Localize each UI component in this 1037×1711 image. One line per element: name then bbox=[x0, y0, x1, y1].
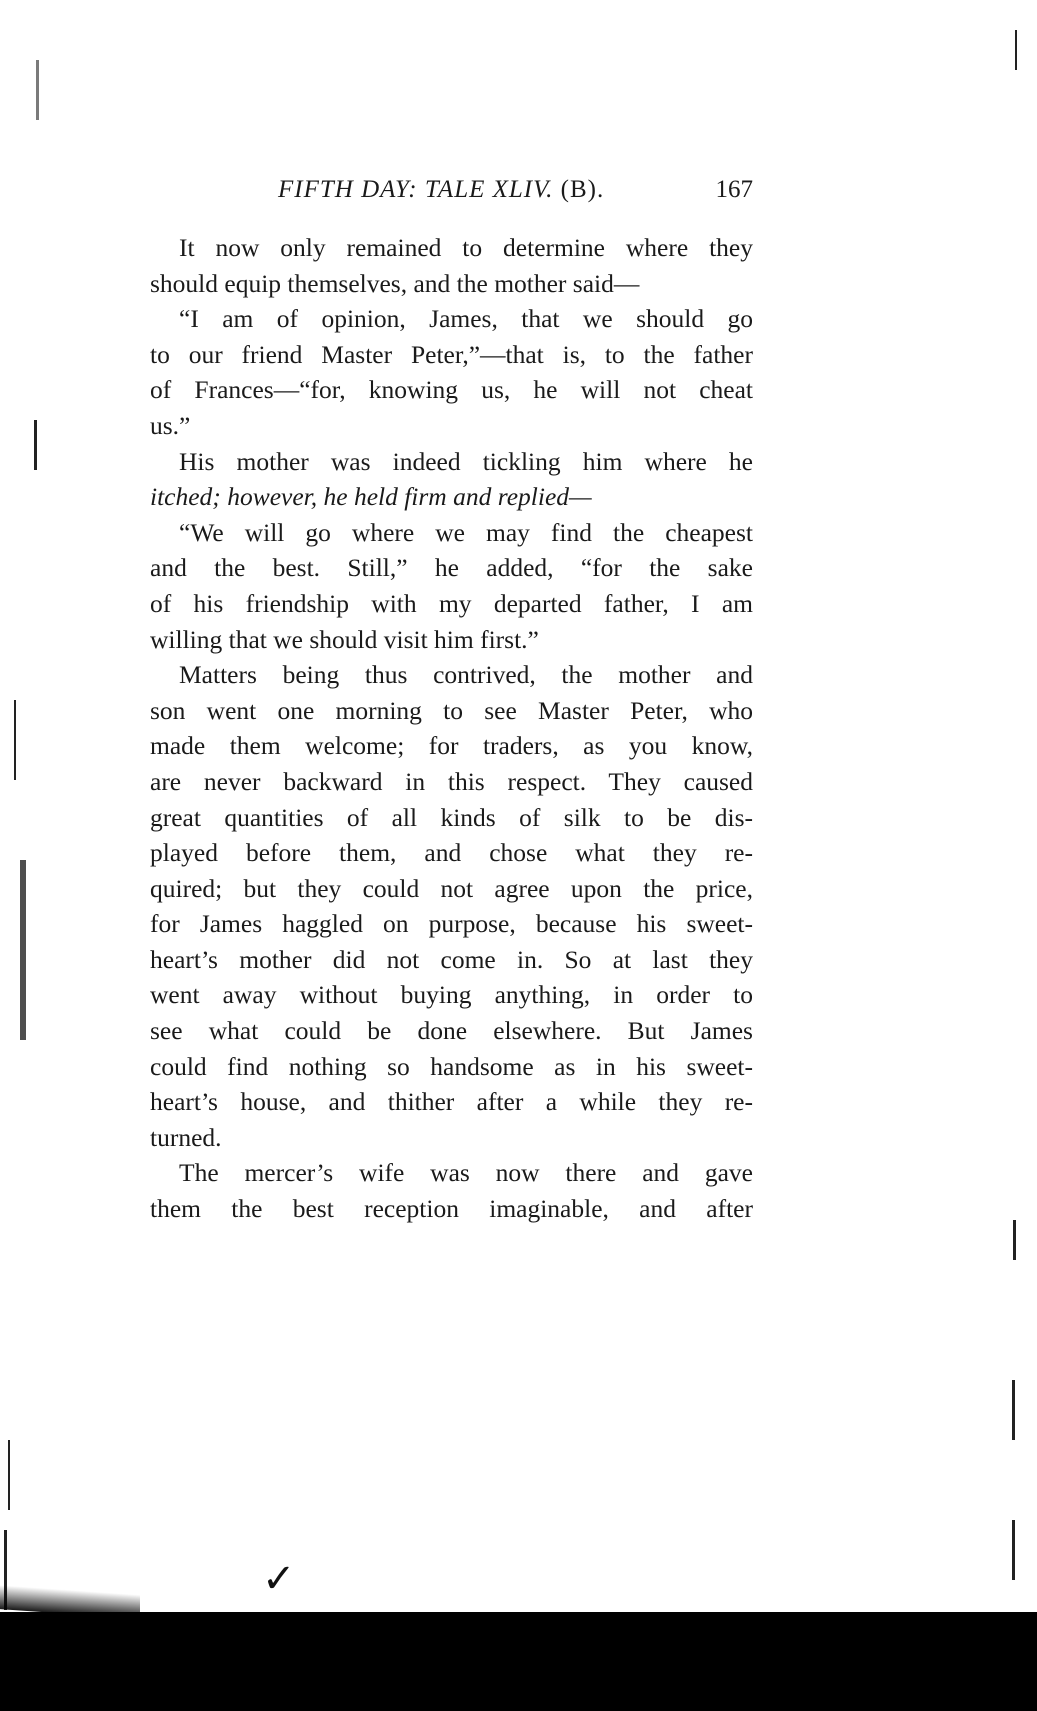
text-line: of his friendship with my departed father, I am bbox=[150, 588, 753, 618]
text-line: should equip themselves, and the mother said— bbox=[150, 268, 640, 298]
text-line: willing that we should visit him first.” bbox=[150, 624, 539, 654]
running-title-italic: FIFTH DAY: TALE XLIV. bbox=[278, 176, 554, 203]
text-line: heart’s mother did not come in. So at last they bbox=[150, 944, 753, 974]
text-line: went away without buying anything, in order to bbox=[150, 980, 753, 1010]
scan-mark bbox=[1013, 1220, 1016, 1260]
scan-mark bbox=[14, 700, 16, 780]
text-line: quired; but they could not agree upon the price, bbox=[150, 873, 753, 903]
text-line: Matters being thus contrived, the mother and bbox=[179, 660, 753, 690]
text-line: son went one morning to see Master Peter, who bbox=[150, 695, 753, 725]
scan-mark bbox=[1012, 1380, 1015, 1440]
text-line: could find nothing so handsome as in his sweet- bbox=[150, 1051, 753, 1081]
text-line: of Frances—“for, knowing us, he will not cheat bbox=[150, 375, 753, 405]
text-line: to our friend Master Peter,”—that is, to the father bbox=[150, 339, 753, 369]
text-line: “We will go where we may find the cheapest bbox=[179, 517, 753, 547]
text-line: itched; however, he held firm and replied— bbox=[150, 482, 592, 512]
scan-mark bbox=[1012, 1520, 1015, 1580]
text-line: turned. bbox=[150, 1122, 222, 1152]
scan-edge-band bbox=[0, 1612, 1037, 1711]
scan-mark bbox=[8, 1440, 10, 1510]
text-line: them the best reception imaginable, and after bbox=[150, 1194, 753, 1224]
scan-mark bbox=[34, 420, 37, 470]
page-number: 167 bbox=[715, 176, 753, 203]
text-line: for James haggled on purpose, because his sweet- bbox=[150, 909, 753, 939]
running-title-suffix: (B). bbox=[560, 176, 605, 203]
scan-mark bbox=[20, 860, 26, 1040]
running-head bbox=[150, 176, 753, 210]
pencil-tick-mark: ✓ bbox=[262, 1556, 296, 1602]
scan-mark bbox=[1015, 30, 1017, 70]
running-title bbox=[278, 176, 604, 204]
text-line: are never backward in this respect. They caused bbox=[150, 766, 753, 796]
text-line: His mother was indeed tickling him where he bbox=[179, 446, 753, 476]
text-line: great quantities of all kinds of silk to be dis- bbox=[150, 802, 753, 832]
text-line: “I am of opinion, James, that we should go bbox=[179, 304, 753, 334]
text-line: heart’s house, and thither after a while they re- bbox=[150, 1087, 753, 1117]
text-line: see what could be done elsewhere. But James bbox=[150, 1016, 753, 1046]
text-line: played before them, and chose what they re- bbox=[150, 838, 753, 868]
text-line: The mercer’s wife was now there and gave bbox=[179, 1158, 753, 1188]
text-line: us.” bbox=[150, 410, 191, 440]
text-line: and the best. Still,” he added, “for the sake bbox=[150, 553, 753, 583]
body-text bbox=[150, 230, 753, 1227]
text-line: made them welcome; for traders, as you know, bbox=[150, 731, 753, 761]
scan-mark bbox=[36, 60, 39, 120]
text-line: It now only remained to determine where they bbox=[179, 233, 753, 262]
